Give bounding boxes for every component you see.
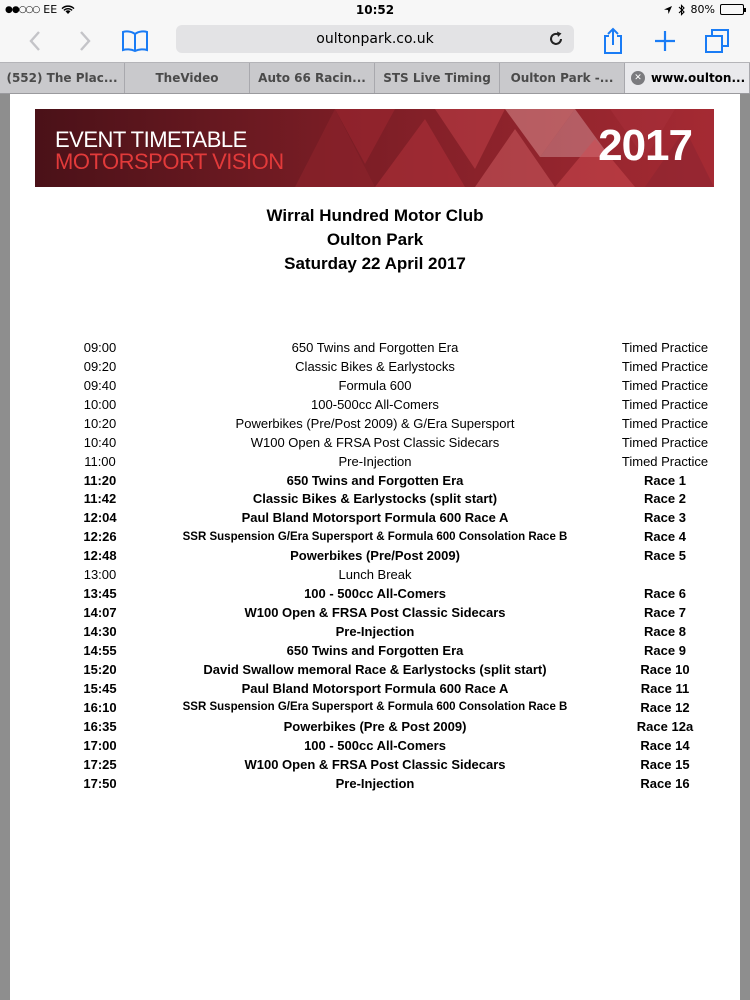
row-event: Pre-Injection [338,453,412,469]
row-session: Race 16 [640,775,690,791]
address-bar[interactable] [176,25,574,53]
timetable-row [60,376,720,395]
event-date: Saturday 22 April 2017 [284,254,466,273]
row-time: 14:07 [83,605,117,621]
row-time: 14:55 [83,642,117,658]
row-time: 15:20 [83,661,117,677]
row-event: 650 Twins and Forgotten Era [286,472,464,488]
row-event: 650 Twins and Forgotten Era [286,642,464,658]
row-time: 12:04 [83,510,117,526]
row-event: Lunch Break [338,567,412,583]
tab-item[interactable] [375,63,500,93]
row-time: 09:20 [83,358,117,374]
row-time: 17:50 [83,775,117,791]
timetable-row [60,527,720,546]
timetable-row [60,357,720,376]
row-session: Timed Practice [621,377,709,393]
row-time: 11:20 [83,472,117,488]
timetable-row [60,603,720,622]
timetable-row [60,679,720,698]
location-icon [663,5,673,15]
row-event: 650 Twins and Forgotten Era [291,339,459,355]
book-icon [120,29,150,53]
forward-button[interactable] [70,26,100,56]
row-event: Classic Bikes & Earlystocks [295,358,455,374]
row-event: Pre-Injection [335,624,415,640]
row-session: Race 15 [640,756,690,772]
bluetooth-icon [678,4,686,16]
row-session: Timed Practice [621,453,709,469]
reload-icon[interactable] [546,29,566,49]
row-event: 100 - 500cc All-Comers [304,737,446,753]
row-event: SSR Suspension G/Era Supersport & Formula 600 Consolation Race B [182,701,568,714]
row-event: David Swallow memoral Race & Earlystocks (split start) [203,661,547,677]
status-bar [0,0,750,20]
battery-icon [720,4,744,15]
row-event: Formula 600 [338,377,412,393]
tab-item[interactable] [250,63,375,93]
row-event: W100 Open & FRSA Post Classic Sidecars [244,756,506,772]
row-session: Race 12a [636,718,694,734]
tab-label: STS Live Timing [383,71,491,85]
venue-name: Oulton Park [326,230,424,249]
timetable-row [60,490,720,509]
timetable-row [60,508,720,527]
row-session: Timed Practice [621,434,709,450]
row-time: 16:35 [83,718,117,734]
row-time: 14:30 [83,624,117,640]
row-session: Race 11 [640,680,690,696]
row-time: 15:45 [83,680,117,696]
timetable-row [60,622,720,641]
row-session: Race 3 [644,510,686,526]
tab-label: (552) The Plac... [6,71,118,85]
document [10,94,740,1000]
row-event: 100-500cc All-Comers [311,396,439,412]
chevron-left-icon [28,30,42,52]
bookmarks-button[interactable] [120,26,150,56]
tab-strip [0,62,750,94]
row-time: 09:40 [83,377,117,393]
web-page [0,94,750,1000]
row-session: Race 4 [644,529,686,545]
timetable-row [60,546,720,565]
tabs-overview-button[interactable] [702,26,732,56]
banner-subtitle: MOTORSPORT VISION [55,149,284,174]
tab-item-active[interactable] [625,63,750,93]
chevron-right-icon [78,30,92,52]
url-text: oultonpark.co.uk [316,31,434,47]
browser-toolbar [0,20,750,62]
timetable-row [60,395,720,414]
timetable-row [60,755,720,774]
row-time: 16:10 [83,699,117,715]
row-session: Race 14 [640,737,690,753]
tab-label: Auto 66 Racin... [258,71,366,85]
row-event: Classic Bikes & Earlystocks (split start) [252,491,498,507]
back-button[interactable] [20,26,50,56]
plus-icon [653,29,677,53]
signal-icon: ●●○○○ [5,4,40,15]
row-session: Race 6 [644,586,686,602]
row-session: Race 9 [644,642,686,658]
row-event: Pre-Injection [335,775,415,791]
row-event: W100 Open & FRSA Post Classic Sidecars [250,434,500,450]
banner-year: 2017 [598,121,692,170]
row-session: Race 5 [644,548,686,564]
row-time: 11:00 [84,453,116,469]
new-tab-button[interactable] [650,26,680,56]
row-event: W100 Open & FRSA Post Classic Sidecars [244,605,506,621]
row-session: Timed Practice [621,339,709,355]
row-time: 10:00 [83,396,117,412]
share-icon [601,27,625,55]
banner-title: EVENT TIMETABLE [55,127,247,152]
status-right [663,3,744,16]
timetable-row [60,698,720,717]
row-event: Powerbikes (Pre & Post 2009) [283,718,467,734]
timetable-row [60,584,720,603]
row-session: Race 1 [644,472,686,488]
timetable-row [60,717,720,736]
row-event: SSR Suspension G/Era Supersport & Formula 600 Consolation Race B [182,530,568,543]
row-event: 100 - 500cc All-Comers [304,586,446,602]
row-time: 13:00 [83,567,117,583]
timetable-row [60,471,720,490]
row-session: Race 8 [644,624,686,640]
row-time: 17:00 [83,737,117,753]
row-session: Timed Practice [621,358,709,374]
row-time: 13:45 [83,586,117,602]
timetable [60,338,720,793]
share-button[interactable] [598,26,628,56]
timetable-row [60,338,720,357]
row-event: Paul Bland Motorsport Formula 600 Race A [241,680,509,696]
timetable-row [60,565,720,584]
close-tab-icon[interactable]: ✕ [631,71,645,85]
row-session: Timed Practice [621,396,709,412]
row-time: 10:20 [83,415,117,431]
timetable-row [60,641,720,660]
tab-item[interactable] [500,63,625,93]
row-session: Timed Practice [621,415,709,431]
timetable-row [60,414,720,433]
tab-label: www.oulton... [651,71,746,85]
tabs-icon [704,28,730,54]
timetable-row [60,736,720,755]
carrier-name: EE [43,3,58,16]
row-time: 10:40 [83,434,117,450]
timetable-row [60,660,720,679]
tab-label: Oulton Park -... [510,71,614,85]
row-event: Powerbikes (Pre/Post 2009) & G/Era Supersport [235,415,515,431]
timetable-row [60,774,720,793]
club-name: Wirral Hundred Motor Club [266,206,484,225]
tab-item[interactable] [0,63,125,93]
row-session: Race 12 [640,699,690,715]
row-event: Powerbikes (Pre/Post 2009) [290,548,460,564]
row-time: 11:42 [83,491,117,507]
row-session: Race 10 [640,661,690,677]
tab-label: TheVideo [155,71,219,85]
row-time: 12:48 [83,548,117,564]
row-session: Race 7 [644,605,686,621]
status-time: 10:52 [355,3,395,17]
row-time: 12:26 [83,529,117,545]
row-time: 09:00 [83,339,117,355]
timetable-row [60,433,720,452]
event-banner [35,109,714,187]
row-session: Race 2 [644,491,686,507]
tab-item[interactable] [125,63,250,93]
row-event: Paul Bland Motorsport Formula 600 Race A [241,510,509,526]
timetable-row [60,452,720,471]
row-time: 17:25 [83,756,117,772]
battery-percent: 80% [690,3,715,16]
